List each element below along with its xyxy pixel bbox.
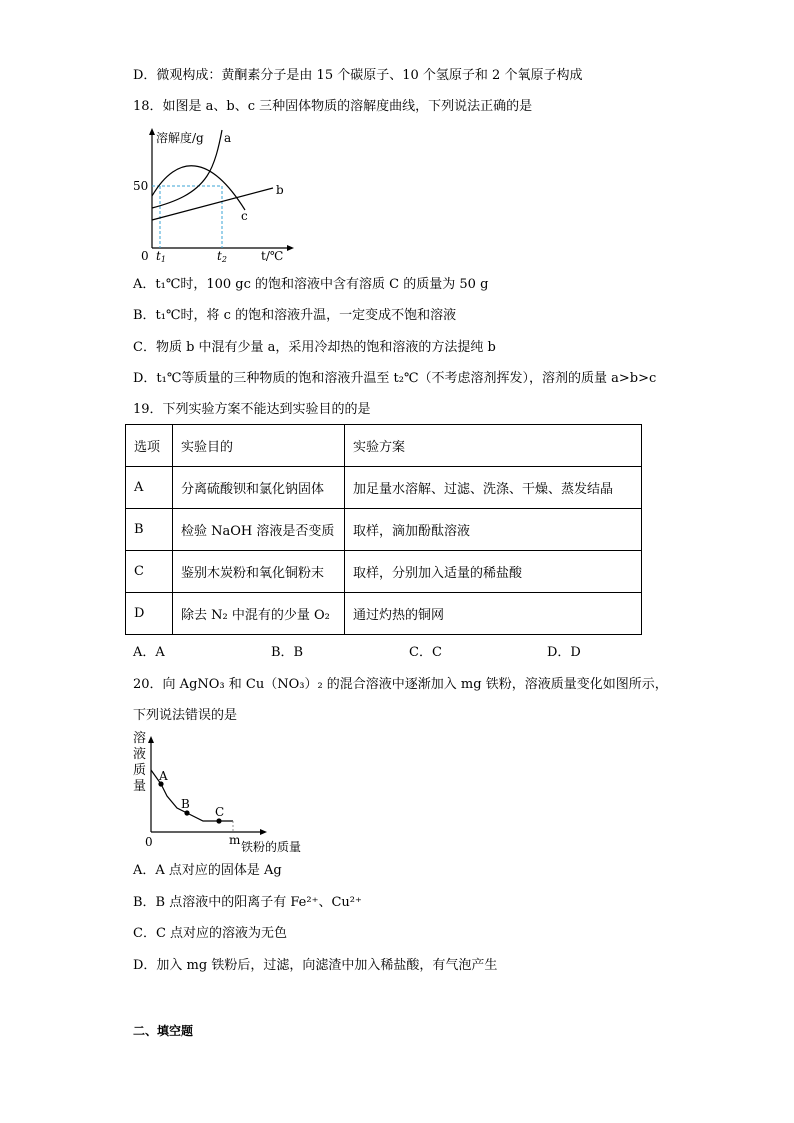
q18-stem: 18．如图是 a、b、c 三种固体物质的溶解度曲线，下列说法正确的是 — [133, 99, 533, 114]
graph-t2-label: t2 — [217, 249, 227, 264]
q20-option-c: C．C 点对应的溶液为无色 — [133, 926, 288, 941]
table-row — [126, 467, 642, 509]
table-header-cell: 选项 — [126, 425, 173, 467]
graph-origin: 0 — [141, 249, 149, 263]
graph2-xlabel: 铁粉的质量 — [241, 840, 302, 854]
q20-stem-line1: 20．向 AgNO₃ 和 Cu（NO₃）₂ 的混合溶液中逐渐加入 mg 铁粉，溶液质量变化如图所示， — [133, 677, 668, 692]
table-row — [126, 509, 642, 551]
graph2-ylabel-char: 溶 — [133, 731, 147, 746]
graph-t1-label: t1 — [156, 249, 166, 264]
graph-y50: 50 — [133, 179, 149, 193]
table-cell: A — [126, 467, 173, 509]
point-b-label: B — [181, 797, 190, 811]
table-cell: 鉴别木炭粉和氧化铜粉末 — [173, 551, 345, 593]
table-row — [126, 551, 642, 593]
table-cell: 通过灼热的铜网 — [345, 593, 642, 635]
table-row — [126, 593, 642, 635]
graph2-ylabel-char: 液 — [133, 747, 147, 762]
q20-option-b: B．B 点溶液中的阳离子有 Fe²⁺、Cu²⁺ — [133, 895, 362, 910]
table-header-cell: 实验目的 — [173, 425, 345, 467]
q18-option-d: D．t₁℃等质量的三种物质的饱和溶液升温至 t₂℃（不考虑溶剂挥发），溶剂的质量 a>b>c — [133, 371, 657, 386]
point-a-label: A — [159, 769, 168, 783]
graph-xlabel: t/℃ — [261, 249, 284, 263]
table-cell: 检验 NaOH 溶液是否变质 — [173, 509, 345, 551]
q18-option-a: A．t₁℃时，100 gc 的饱和溶液中含有溶质 C 的质量为 50 g — [133, 277, 489, 292]
curve-b — [152, 188, 273, 220]
solution-mass-graph — [125, 728, 315, 856]
curve-c-label: c — [241, 209, 248, 223]
table-cell: D — [126, 593, 173, 635]
table-cell: C — [126, 551, 173, 593]
table-cell: B — [126, 509, 173, 551]
q20-stem-line2: 下列说法错误的是 — [133, 708, 238, 723]
curve-b-label: b — [276, 183, 284, 197]
graph2-ylabel-char: 量 — [133, 779, 147, 794]
table-cell: 加足量水溶解、过滤、洗涤、干燥、蒸发结晶 — [345, 467, 642, 509]
point-c-label: C — [215, 805, 225, 819]
table-cell: 除去 N₂ 中混有的少量 O₂ — [173, 593, 345, 635]
q19-option-a: A．A — [133, 645, 165, 660]
table-cell: 分离硫酸钡和氯化钠固体 — [173, 467, 345, 509]
q20-option-d: D．加入 mg 铁粉后，过滤，向滤渣中加入稀盐酸，有气泡产生 — [133, 958, 498, 973]
q17-option-d: D．微观构成：黄酮素分子是由 15 个碳原子、10 个氢原子和 2 个氧原子构成 — [133, 68, 583, 83]
q19-table — [125, 424, 642, 635]
q18-option-c: C．物质 b 中混有少量 a，采用冷却热的饱和溶液的方法提纯 b — [133, 340, 496, 355]
q20-option-a: A．A 点对应的固体是 Ag — [133, 863, 282, 878]
point-b — [184, 810, 189, 815]
q19-option-b: B．B — [271, 645, 304, 660]
table-header-row — [126, 425, 642, 467]
q19-option-c: C．C — [409, 645, 442, 660]
graph2-m-label: m — [229, 833, 241, 847]
graph2-origin: 0 — [145, 835, 153, 849]
q19-option-d: D．D — [547, 645, 581, 660]
table-cell: 取样，分别加入适量的稀盐酸 — [345, 551, 642, 593]
section-title: 二、填空题 — [133, 1024, 194, 1038]
point-c — [216, 818, 221, 823]
q18-option-b: B．t₁℃时，将 c 的饱和溶液升温，一定变成不饱和溶液 — [133, 308, 457, 323]
solubility-curve-graph — [125, 124, 300, 270]
table-header-cell: 实验方案 — [345, 425, 642, 467]
table-cell: 取样，滴加酚酞溶液 — [345, 509, 642, 551]
graph2-ylabel-char: 质 — [133, 763, 147, 778]
curve-a-label: a — [224, 131, 232, 145]
q19-stem: 19．下列实验方案不能达到实验目的的是 — [133, 402, 371, 417]
graph-ylabel: 溶解度/g — [156, 131, 204, 145]
